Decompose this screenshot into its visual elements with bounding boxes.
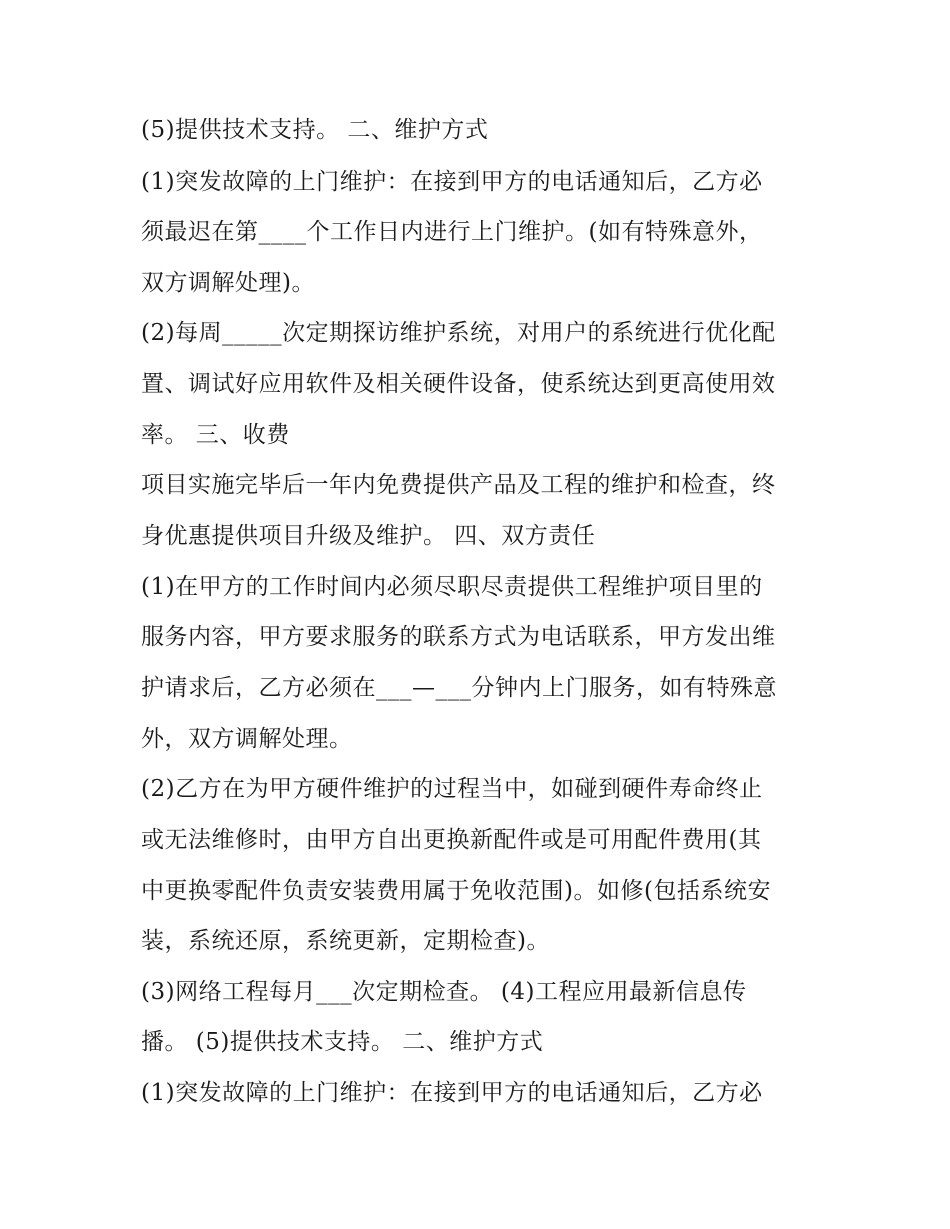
text-line: (2)乙方在为甲方硬件维护的过程当中，如碰到硬件寿命终止	[141, 776, 763, 802]
text-line: 服务内容，甲方要求服务的联系方式为电话联系，甲方发出维	[141, 624, 776, 650]
text-line: 外，双方调解处理。	[141, 726, 353, 752]
text-line: 率。 三、收费	[141, 422, 290, 448]
text-line: 中更换零配件负责安装费用属于免收范围)。如修(包括系统安	[141, 878, 771, 904]
text-line: 置、调试好应用软件及相关硬件设备，使系统达到更高使用效	[141, 371, 776, 397]
text-line: (3)网络工程每月___次定期检查。 (4)工程应用最新信息传	[141, 979, 747, 1005]
text-line: 装，系统还原，系统更新，定期检查)。	[141, 928, 550, 954]
text-line: 项目实施完毕后一年内免费提供产品及工程的维护和检查，终	[141, 472, 776, 498]
text-line: (1)突发故障的上门维护：在接到甲方的电话通知后，乙方必	[141, 1080, 763, 1106]
text-line: 或无法维修时，由甲方自出更换新配件或是可用配件费用(其	[141, 827, 762, 853]
text-line: 护请求后，乙方必须在___—___分钟内上门服务，如有特殊意	[141, 675, 777, 701]
text-line: 双方调解处理)。	[141, 270, 315, 296]
text-line: 播。 (5)提供技术支持。 二、维护方式	[141, 1029, 544, 1055]
text-line: 身优惠提供项目升级及维护。 四、双方责任	[141, 523, 596, 549]
text-line: (2)每周_____次定期探访维护系统，对用户的系统进行优化配	[141, 320, 776, 346]
text-line: (5)提供技术支持。 二、维护方式	[141, 117, 489, 143]
text-line: 须最迟在第____个工作日内进行上门维护。(如有特殊意外，	[141, 219, 763, 245]
text-line: (1)在甲方的工作时间内必须尽职尽责提供工程维护项目里的	[141, 574, 763, 600]
text-line: (1)突发故障的上门维护：在接到甲方的电话通知后，乙方必	[141, 169, 763, 195]
